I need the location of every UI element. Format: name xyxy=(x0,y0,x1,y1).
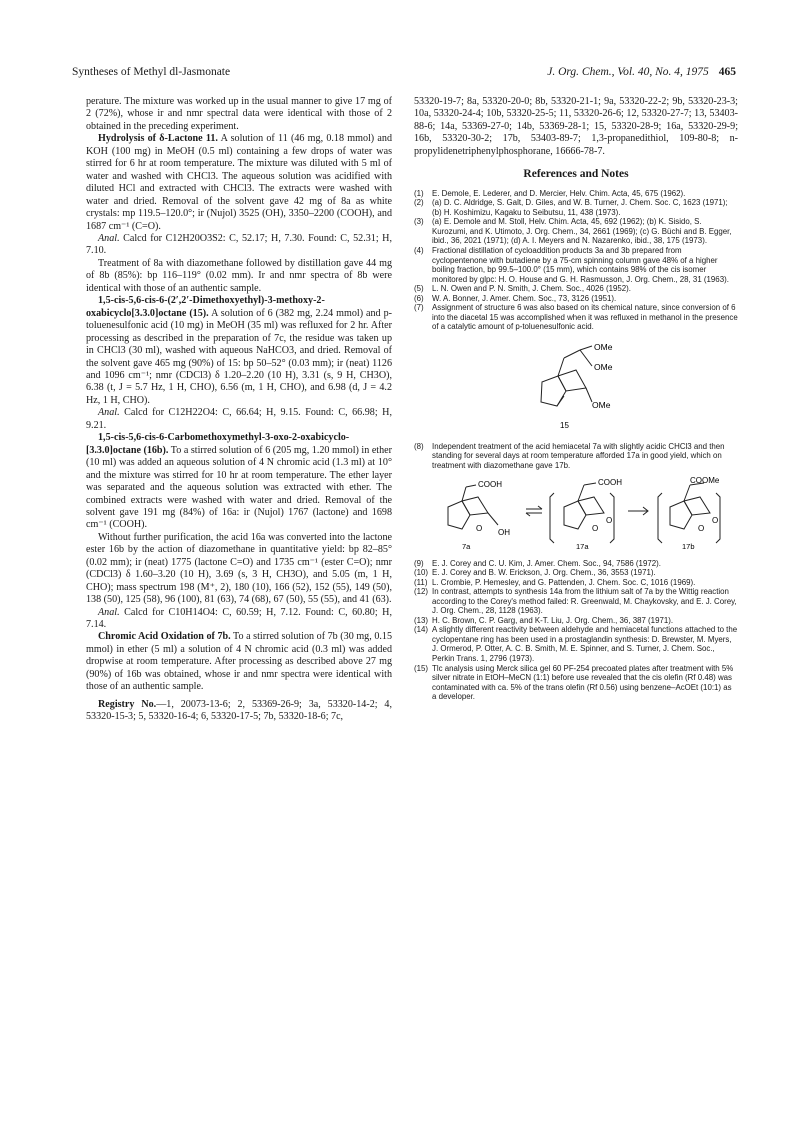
reference-text: In contrast, attempts to synthesis 14a from the lithium salt of 7a by the Wittig reaction according to the Corey's method failed: R. Greenwald, M. Chaykovsky, and E. J. Corey, J. Org. Chem., 28, 1128 (1963). xyxy=(432,587,737,616)
reference-text: A slightly different reactivity between aldehyde and hemiacetal functions attached to the cyclopentane ring has been used in a prostaglandin synthesis: D. Brewster, M. Myers, J. Ormerod, P. Otter, A. C. B. Smith, M. E. Spinner, and S. Turner, J. Chem. Soc., Perkin Trans. 1, 2796 (1973). xyxy=(432,625,738,664)
paragraph: Treatment of 8a with diazomethane followed by distillation gave 44 mg of 8b (85%): bp 116–119° (0.02 mm). Ir and nmr spectra of 8b were identical with those of an authentic sample. xyxy=(86,257,392,294)
reference-text: (a) E. Demole and M. Stoll, Helv. Chim. Acta, 45, 692 (1962); (b) K. Sisido, S. Kurozumi, and K. Utimoto, J. Org. Chem., 34, 2661 (1969); (c) G. Büchi and B. Egger, ibid., 36, 2021 (1971); (d) A. I. Meyers and N. Nazarenko, ibid., 38, 175 (1973). xyxy=(432,217,732,246)
cooh-label: COOH xyxy=(478,479,502,489)
registry-heading: Registry No. xyxy=(98,698,157,710)
compound-label: 17b xyxy=(682,541,695,551)
reference-number: (1) xyxy=(414,188,424,198)
anal-label: Anal. xyxy=(98,407,120,419)
reference-item xyxy=(414,568,738,578)
paragraph: Without further purification, the acid 16a was converted into the lactone ester 16b by the action of diazomethane in quantitative yield: bp 82–85° (0.02 mm); ir (neat) 1775 (lactone C=O) and 1735 cm⁻¹ (ester C=O); nmr (CDCl3) δ 1.60–3.20 (10 H), 3.69 (s, 3 H, CH3O), and 5.05 (m, 1 H, CHO); mass spectrum 198 (M⁺, 2), 180 (10), 166 (52), 152 (55), 149 (50), 138 (50), 125 (58), 96 (100), 81 (63), 74 (68), 67 (50), 55 (55), and 41 (63). xyxy=(86,531,392,606)
reference-number: (4) xyxy=(414,246,424,255)
reference-item: (8) Independent treatment of the acid hemiacetal 7a with slightly acidic CHCl3 and then standing for several days at room temperature afforded 17a in good yield, which on treatment with diazomethane gave 17b. xyxy=(414,441,725,471)
paragraph-body: A solution of 11 (46 mg, 0.18 mmol) and KOH (100 mg) in MeOH (0.5 ml) containing a few drops of water was stirred for 6 hr at room temperature. The mixture was diluted with 5 ml of water and washed with CHCl3. The aqueous solution was acidified with diluted HCl and extracted with CHCl3. The extracts were washed with water and dried. Removal of the solvent gave 42 mg of 8a as white crystals: mp 119.5–120.0°; ir (Nujol) 3525 (OH), 3350–2200 (COOH), and 1687 cm⁻¹ (C=O). xyxy=(86,133,392,232)
o-label: O xyxy=(476,523,483,533)
running-header xyxy=(72,66,736,82)
paragraph xyxy=(86,133,392,233)
reference-number: (2) xyxy=(414,198,424,208)
reference-text: E. J. Corey and C. U. Kim, J. Amer. Chem. Soc., 94, 7586 (1972). xyxy=(432,558,661,568)
reference-text: H. C. Brown, C. P. Garg, and K-T. Liu, J. Org. Chem., 36, 387 (1971). xyxy=(432,615,674,625)
right-column xyxy=(414,96,738,702)
paragraph-body: To a stirred solution of 7b (30 mg, 0.15 mmol) in ether (5 ml) a solution of 4 N chromic acid (0.3 ml) was added dropwise at room temperature. After processing as described above 27 mg (90%) of 16b was obtained, whose ir and nmr spectra were identical with those of an authentic sample. xyxy=(86,631,392,693)
reference-text: Fractional distillation of cycloaddition products 3a and 3b prepared from cyclopentenone with butadiene by a 75-cm spinning column gave 48% of a higher boiling fraction, bp 99.5–100.0° (15 mm), which contains 98% of the cis isomer monitored by glpc: H. O. House and G. H. Rasmusson, J. Org. Chem., 28, 31 (1963). xyxy=(432,246,729,284)
reference-text: E. Demole, E. Lederer, and D. Mercier, Helv. Chim. Acta, 45, 675 (1962). xyxy=(432,188,686,198)
journal-citation xyxy=(547,66,736,78)
o-label: O xyxy=(606,515,613,525)
paragraph xyxy=(86,432,392,532)
left-column xyxy=(86,96,392,724)
structure-15-figure xyxy=(414,336,738,436)
paragraph-body: Calcd for C12H20O3S2: C, 52.17; H, 7.30. Found: C, 52.31; H, 7.10. xyxy=(86,232,392,257)
reference-number: (3) xyxy=(414,217,424,227)
page-number: 465 xyxy=(718,66,736,78)
paragraph: perature. The mixture was worked up in the usual manner to give 17 mg of 2 (72%), whose ir and nmr spectral data were identical with those of 2 obtained in the preceding experiment. xyxy=(86,96,392,132)
reference-number: (7) xyxy=(414,303,424,313)
references-title: References and Notes xyxy=(523,168,629,181)
reference-text: W. A. Bonner, J. Amer. Chem. Soc., 73, 3126 (1951). xyxy=(432,293,617,303)
reference-text: E. J. Corey and B. W. Erickson, J. Org. Chem., 36, 3553 (1971). xyxy=(432,568,656,578)
paragraph-body: Calcd for C10H14O4: C, 60.59; H, 7.12. Found: C, 60.80; H, 7.14. xyxy=(86,606,392,631)
registry-body: —1, 20073-13-6; 2, 53369-26-9; 3a, 53320-14-2; 4, 53320-15-3; 5, 53320-16-4; 6, 53320-17-5; 7b, 53320-18-6; 7c, xyxy=(86,698,393,723)
reference-text: L. Crombie, P. Hemesley, and G. Pattenden, J. Chem. Soc. C, 1016 (1969). xyxy=(432,577,696,587)
reference-number: (13) xyxy=(414,615,429,625)
reference-text: L. N. Owen and P. N. Smith, J. Chem. Soc., 4026 (1952). xyxy=(432,284,631,294)
ome-label: OMe xyxy=(594,361,613,372)
paragraph-body: A solution of 6 (382 mg, 2.24 mmol) and p-toluenesulfonic acid (10 mg) in MeOH (35 ml) was refluxed for 2 hr. After processing as described in the preparation of 7c, the residue was taken up in CHCl3 (30 ml), washed with aqueous NaHCO3, and dried. Removal of the solvent gave 465 mg (90%) of 15: bp 50–52° (0.03 mm); ir (neat) 1126 and 1096 cm⁻¹; nmr (CDCl3) δ 1.20–2.20 (10 H), 3.31 (s, 9 H, CH3O), 6.38 (t, J = 5.7 Hz, 1 H, CHO), 6.56 (m, 1 H, CHO), and 6.98 (d, J = 4.2 Hz, 1 H, CHO). xyxy=(86,307,392,406)
reference-number: (11) xyxy=(414,577,428,587)
anal-label: Anal. xyxy=(98,606,120,618)
reference-number: (14) xyxy=(414,625,429,635)
paragraph xyxy=(86,607,392,632)
reference-number: (5) xyxy=(414,284,424,294)
compound-label: 15 xyxy=(560,420,569,430)
journal-name: J. Org. Chem., Vol. 40, No. 4, 1975 xyxy=(547,66,709,78)
ome-label: OMe xyxy=(594,341,613,352)
reference-item xyxy=(414,578,738,588)
reference-item xyxy=(414,198,738,217)
reference-item xyxy=(414,189,738,199)
compound-label: 7a xyxy=(462,541,471,551)
reference-item xyxy=(414,625,738,663)
reference-text: Assignment of structure 6 was also based on its chemical nature, since conversion of 6 into the diacetal 15 was accomplished when it was refluxed in methanol in the presence of a catalytic amount of p-toluenesulfonic acid. xyxy=(432,303,738,332)
paragraph xyxy=(86,631,392,693)
reference-item xyxy=(414,664,738,702)
coome-label: COOMe xyxy=(690,475,720,485)
cooh-label: COOH xyxy=(598,477,622,487)
running-title: Syntheses of Methyl dl-Jasmonate xyxy=(72,66,231,78)
o-label: O xyxy=(712,515,719,525)
section-heading: Chromic Acid Oxidation of 7b. xyxy=(98,631,231,643)
reference-item xyxy=(414,284,738,294)
paragraph xyxy=(86,699,392,724)
reference-item xyxy=(414,246,738,284)
reference-item xyxy=(414,303,738,332)
paragraph xyxy=(86,295,392,407)
paragraph-body: Calcd for C12H22O4: C, 66.64; H, 9.15. Found: C, 66.98; H, 9.21. xyxy=(86,407,392,431)
reference-item xyxy=(414,559,738,569)
reference-item xyxy=(414,217,738,246)
reference-number: (10) xyxy=(414,568,429,578)
scheme-7a-17b-figure xyxy=(414,475,738,553)
registry-continued: 53320-19-7; 8a, 53320-20-0; 8b, 53320-21-1; 9a, 53320-22-2; 9b, 53320-23-3; 10a, 53320-24-4; 10b, 53320-25-5; 11, 53320-26-6; 12, 53320-27-7; 13, 53403-88-6; 14a, 53369-27-0; 14b, 53369-28-1; 15, 53320-28-9; 16a, 53320-29-9; 16b, 53320-30-2; 17b, 53403-89-7; 1,3-propanedithiol, 109-80-8; n-propylidenetriphenylphosphorane, 16666-78-7. xyxy=(414,96,738,157)
reference-number: (15) xyxy=(414,663,429,673)
paragraph xyxy=(86,233,392,258)
reference-item xyxy=(414,587,738,616)
o-label: O xyxy=(698,523,705,533)
reference-number: (6) xyxy=(414,293,424,303)
o-label: O xyxy=(592,523,599,533)
reference-number: (12) xyxy=(414,587,429,597)
section-heading: Hydrolysis of δ-Lactone 11. xyxy=(98,133,218,145)
paragraph-body: To a stirred solution of 6 (205 mg, 1.20 mmol) in ether (10 ml) was added an aqueous solution of 4 N chromic acid (1.3 ml) at 10° and the mixture was stirred for 10 hr at room temperature. The ether layer was separated and the aqueous solution was extracted with ether. The combined extracts were washed with water and dried. Removal of the solvent gave 191 mg (84%) of 16a: ir (Nujol) 1767 (lactone) and 1698 cm⁻¹ (COOH). xyxy=(86,444,392,531)
reference-item xyxy=(414,616,738,626)
section-heading: 1,5-cis-5,6-cis-6-(2′,2′-Dimethoxyethyl)-3-methoxy-2-oxabicyclo[3.3.0]octane (15). xyxy=(86,295,325,319)
oh-label: OH xyxy=(498,527,510,537)
references-list xyxy=(414,189,738,702)
anal-label: Anal. xyxy=(98,232,120,244)
ome-label: OMe xyxy=(592,399,611,410)
reference-text: (a) D. C. Aldridge, S. Galt, D. Giles, and W. B. Turner, J. Chem. Soc. C, 1623 (1971); (b) H. Koshimizu, Kagaku to Seibutsu, 11, 438 (1973). xyxy=(432,198,728,217)
reference-item xyxy=(414,294,738,304)
paragraph xyxy=(86,407,392,432)
reference-number: (9) xyxy=(414,558,424,568)
compound-label: 17a xyxy=(576,541,589,551)
section-heading: 1,5-cis-5,6-cis-6-Carbomethoxymethyl-3-oxo-2-oxabicyclo-[3.3.0]octane (16b). xyxy=(86,432,350,456)
reference-text: Tlc analysis using Merck silica gel 60 PF-254 precoated plates after treatment with 5% silver nitrate in EtOH–MeCN (1:1) before use revealed that the cis olefin (Rf 0.48) was contaminated with ca. 5% of the trans olefin (Rf 0.56) using benzene–AcOEt (10:1) as a developer. xyxy=(432,663,734,702)
